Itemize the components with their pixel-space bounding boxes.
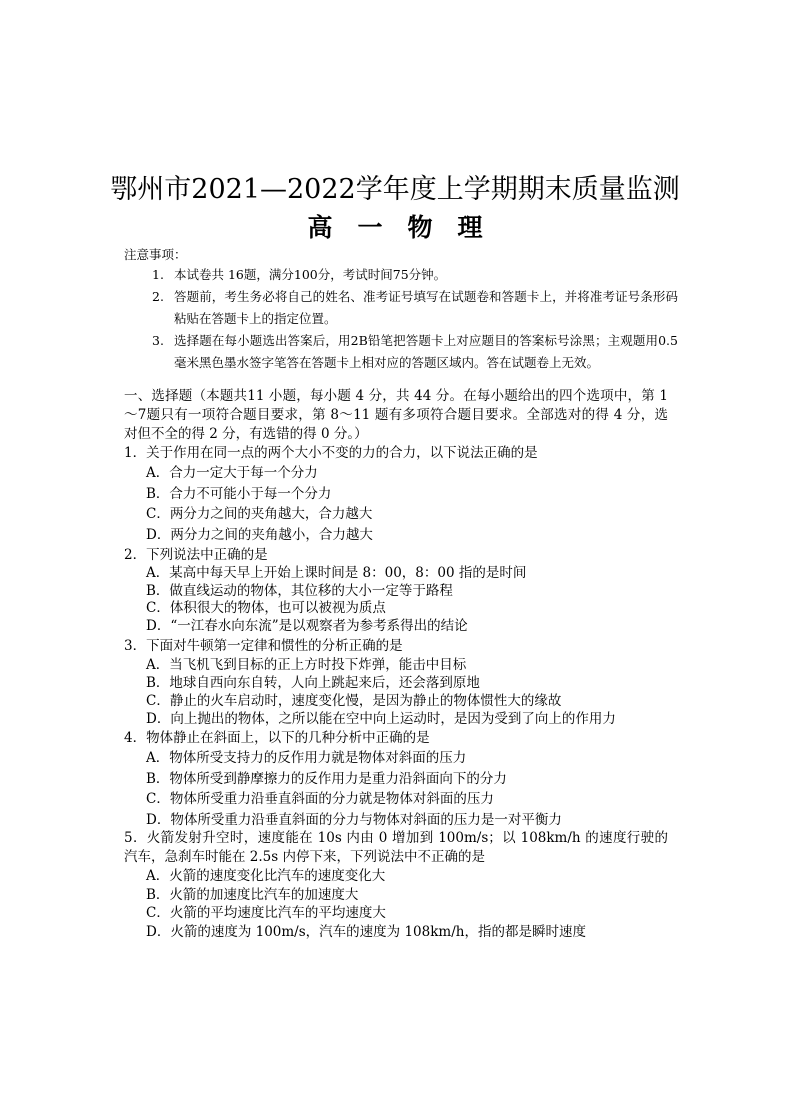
option-d: D．火箭的速度为 100m/s，汽车的速度为 108km/h，指的都是瞬时速度	[146, 923, 586, 940]
section-instructions: 一、选择题（本题共11 小题，每小题 4 分，共 44 分。在每小题给出的四个选项中，第 1～7题只有一项符合题目要求，第 8～11 题有多项符合题目要求。全部选对的得 4 分，选对但不全的得 2 分，有选错的得 0 分。）	[124, 388, 668, 442]
note-number: 2.	[152, 289, 164, 304]
option-c: C．物体所受重力沿垂直斜面的分力就是物体对斜面的压力	[146, 791, 494, 807]
option-b: B．地球自西向东自转，人向上跳起来后，还会落到原地	[146, 675, 480, 691]
note-item	[152, 264, 678, 286]
question-2	[124, 546, 684, 635]
question-1	[124, 444, 684, 545]
option-c: C．火箭的平均速度比汽车的平均速度大	[146, 905, 386, 921]
question-4	[124, 729, 684, 830]
option-d: D．两分力之间的夹角越小，合力越大	[146, 526, 373, 543]
question-stem: 1．关于作用在同一点的两个大小不变的力的合力，以下说法正确的是	[124, 445, 538, 461]
option-a: A．当飞机飞到目标的正上方时投下炸弹，能击中目标	[146, 657, 467, 673]
option-c: C．静止的火车启动时，速度变化慢，是因为静止的物体惯性大的缘故	[146, 693, 562, 709]
option-d: D．向上抛出的物体，之所以能在空中向上运动时，是因为受到了向上的作用力	[146, 711, 616, 727]
notes-heading: 注意事项：	[124, 247, 187, 262]
question-stem: 3．下面对牛顿第一定律和惯性的分析正确的是	[124, 638, 403, 654]
option-b: B．合力不可能小于每一个分力	[146, 485, 332, 502]
option-c: C．两分力之间的夹角越大，合力越大	[146, 506, 373, 522]
option-b: B．火箭的加速度比汽车的加速度大	[146, 886, 359, 903]
option-a: A．物体所受支持力的反作用力就是物体对斜面的压力	[146, 750, 467, 766]
note-item	[152, 286, 678, 330]
question-stem: 2．下列说法中正确的是	[124, 547, 268, 563]
question-3	[124, 637, 684, 728]
option-a: A．合力一定大于每一个分力	[146, 465, 318, 481]
subject-title: 高 一 物 理	[307, 213, 483, 242]
option-c: C．体积很大的物体，也可以被视为质点	[146, 600, 386, 616]
option-a: A．某高中每天早上开始上课时间是 8：00，8：00 指的是时间	[146, 565, 527, 581]
option-b: B．物体所受到静摩擦力的反作用力是重力沿斜面向下的分力	[146, 770, 507, 787]
option-b: B．做直线运动的物体，其位移的大小一定等于路程	[146, 582, 453, 599]
question-5	[124, 829, 668, 941]
option-d: D．“一江春水向东流”是以观察者为参考系得出的结论	[146, 617, 468, 634]
note-number: 1.	[152, 267, 164, 282]
note-item	[152, 330, 678, 374]
option-d: D．物体所受重力沿垂直斜面的分力与物体对斜面的压力是一对平衡力	[146, 811, 562, 828]
note-text: 答题前，考生务必将自己的姓名、准考证号填写在试题卷和答题卡上，并将准考证号条形码粘贴在答题卡上的指定位置。	[174, 289, 678, 326]
note-text: 本试卷共 16题，满分100分，考试时间75分钟。	[174, 267, 447, 282]
question-stem: 5．火箭发射升空时，速度能在 10s 内由 0 增加到 100m/s；以 108km/h 的速度行驶的汽车，急刹车时能在 2.5s 内停下来，下列说法中不正确的是	[124, 830, 668, 865]
notes-list	[152, 264, 678, 374]
question-stem: 4．物体静止在斜面上，以下的几种分析中正确的是	[124, 730, 430, 746]
option-a: A．火箭的速度变化比汽车的速度变化大	[146, 868, 386, 884]
note-number: 3.	[152, 333, 164, 348]
exam-title: 鄂州市2021—2022学年度上学期期末质量监测	[110, 174, 680, 205]
note-text: 选择题在每小题选出答案后，用2B铅笔把答题卡上对应题目的答案标号涂黑；主观题用0.5毫米黑色墨水签字笔答在答题卡上相对应的答题区域内。答在试题卷上无效。	[174, 333, 678, 370]
